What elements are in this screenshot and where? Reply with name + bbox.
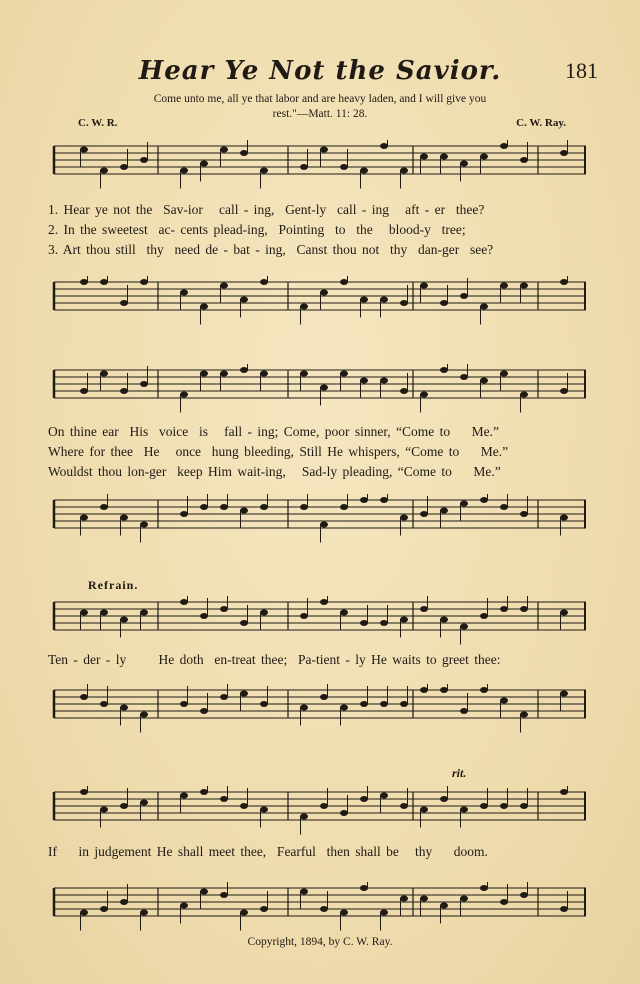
note-head: [500, 698, 508, 704]
note-head: [120, 300, 128, 306]
note-head: [520, 606, 528, 612]
note-head: [220, 371, 228, 377]
note-head: [240, 150, 248, 156]
note-head: [200, 789, 208, 795]
note-head: [140, 712, 148, 718]
note-head: [400, 515, 408, 521]
note-head: [520, 392, 528, 398]
note-head: [480, 885, 488, 891]
note-head: [560, 789, 568, 795]
note-head: [440, 300, 448, 306]
note-head: [380, 910, 388, 916]
refrain-line-2: If in judgement He shall meet thee, Fearful then shall be thy doom.: [48, 844, 488, 859]
bass-staff-lines: [48, 882, 588, 932]
note-head: [300, 504, 308, 510]
note-head: [480, 497, 488, 503]
treble-staff-lines: [48, 596, 588, 646]
note-head: [180, 701, 188, 707]
note-head: [520, 283, 528, 289]
note-head: [300, 814, 308, 820]
note-head: [260, 371, 268, 377]
note-head: [140, 800, 148, 806]
refrain-line-1: Ten - der - ly He doth en-treat thee; Pa-tient - ly He waits to greet thee:: [48, 652, 501, 667]
note-head: [200, 304, 208, 310]
treble-staff: [48, 786, 588, 826]
composer-credit: C. W. Ray.: [516, 117, 566, 129]
note-head: [260, 610, 268, 616]
note-head: [500, 283, 508, 289]
note-head: [180, 168, 188, 174]
note-head: [260, 504, 268, 510]
note-head: [420, 154, 428, 160]
note-head: [340, 504, 348, 510]
note-head: [120, 388, 128, 394]
note-head: [100, 504, 108, 510]
note-head: [120, 899, 128, 905]
note-head: [140, 157, 148, 163]
note-head: [380, 297, 388, 303]
note-head: [560, 279, 568, 285]
note-head: [300, 705, 308, 711]
note-head: [440, 617, 448, 623]
note-head: [420, 392, 428, 398]
bass-staff-lines: [48, 684, 588, 734]
treble-staff: [48, 596, 588, 636]
note-head: [220, 606, 228, 612]
note-head: [460, 293, 468, 299]
note-head: [440, 154, 448, 160]
note-head: [360, 701, 368, 707]
note-head: [460, 161, 468, 167]
note-head: [140, 522, 148, 528]
note-head: [340, 371, 348, 377]
note-head: [300, 304, 308, 310]
note-head: [320, 906, 328, 912]
note-head: [400, 300, 408, 306]
note-head: [200, 371, 208, 377]
note-head: [220, 796, 228, 802]
note-head: [200, 161, 208, 167]
note-head: [100, 610, 108, 616]
note-head: [100, 168, 108, 174]
note-head: [320, 290, 328, 296]
note-head: [560, 388, 568, 394]
note-head: [120, 617, 128, 623]
note-head: [300, 371, 308, 377]
refrain-label: Refrain.: [88, 578, 139, 592]
note-head: [400, 701, 408, 707]
note-head: [340, 279, 348, 285]
scripture-quote: Come unto me, all ye that labor and are heavy laden, and I will give you rest."—Matt. 11: 28.: [153, 93, 487, 120]
note-head: [460, 896, 468, 902]
note-head: [500, 899, 508, 905]
note-head: [460, 708, 468, 714]
note-head: [440, 508, 448, 514]
note-head: [460, 807, 468, 813]
note-head: [260, 701, 268, 707]
note-head: [420, 807, 428, 813]
note-head: [560, 515, 568, 521]
note-head: [400, 168, 408, 174]
note-head: [180, 392, 188, 398]
note-head: [380, 497, 388, 503]
verse-3-line: Wouldst thou lon-ger keep Him wait-ing, Sad-ly pleading, “Come to Me.”: [48, 464, 501, 479]
note-head: [520, 157, 528, 163]
bass-staff: [48, 276, 588, 316]
verse-2-line: 2. In the sweetest ac- cents plead-ing, Pointing to the blood-y tree;: [48, 222, 466, 237]
bass-staff: [48, 684, 588, 724]
note-head: [300, 164, 308, 170]
bass-staff-lines: [48, 276, 588, 326]
page-number: 181: [565, 58, 598, 83]
note-head: [140, 381, 148, 387]
note-head: [260, 168, 268, 174]
note-head: [220, 892, 228, 898]
bass-staff: [48, 494, 588, 534]
note-head: [240, 620, 248, 626]
note-head: [380, 620, 388, 626]
treble-staff: [48, 140, 588, 180]
note-head: [180, 793, 188, 799]
note-head: [320, 599, 328, 605]
note-head: [320, 522, 328, 528]
note-head: [180, 290, 188, 296]
note-head: [380, 701, 388, 707]
note-head: [400, 803, 408, 809]
note-head: [560, 691, 568, 697]
note-head: [460, 374, 468, 380]
treble-staff-lines: [48, 364, 588, 414]
note-head: [80, 147, 88, 153]
note-head: [560, 610, 568, 616]
note-head: [440, 796, 448, 802]
note-head: [240, 691, 248, 697]
note-head: [240, 910, 248, 916]
treble-staff-lines: [48, 786, 588, 836]
note-head: [200, 613, 208, 619]
note-head: [120, 803, 128, 809]
note-head: [80, 515, 88, 521]
note-head: [120, 164, 128, 170]
note-head: [560, 150, 568, 156]
note-head: [440, 687, 448, 693]
note-head: [260, 279, 268, 285]
note-head: [140, 910, 148, 916]
note-head: [120, 705, 128, 711]
note-head: [100, 701, 108, 707]
note-head: [380, 143, 388, 149]
note-head: [360, 168, 368, 174]
note-head: [480, 613, 488, 619]
note-head: [220, 504, 228, 510]
bass-staff: [48, 882, 588, 922]
note-head: [220, 694, 228, 700]
note-head: [420, 606, 428, 612]
note-head: [120, 515, 128, 521]
note-head: [520, 712, 528, 718]
note-head: [240, 367, 248, 373]
note-head: [500, 504, 508, 510]
note-head: [180, 511, 188, 517]
note-head: [100, 371, 108, 377]
note-head: [260, 906, 268, 912]
note-head: [480, 803, 488, 809]
note-head: [420, 511, 428, 517]
note-head: [260, 807, 268, 813]
note-head: [100, 906, 108, 912]
note-head: [320, 803, 328, 809]
note-head: [200, 504, 208, 510]
note-head: [340, 810, 348, 816]
note-head: [480, 687, 488, 693]
note-head: [240, 803, 248, 809]
note-head: [220, 283, 228, 289]
note-head: [360, 297, 368, 303]
note-head: [480, 304, 488, 310]
note-head: [500, 143, 508, 149]
note-head: [520, 511, 528, 517]
note-head: [340, 164, 348, 170]
note-head: [180, 903, 188, 909]
hymn-title: Hear Ye Not the Savior.: [138, 56, 502, 86]
treble-staff: [48, 364, 588, 404]
note-head: [240, 508, 248, 514]
note-head: [140, 610, 148, 616]
note-head: [380, 378, 388, 384]
note-head: [80, 388, 88, 394]
note-head: [80, 279, 88, 285]
verse-2-line: Where for thee He once hung bleeding, Still He whispers, “Come to Me.”: [48, 444, 509, 459]
bass-staff-lines: [48, 494, 588, 544]
note-head: [100, 279, 108, 285]
verse-1-line: On thine ear His voice is fall - ing; Come, poor sinner, “Come to Me.”: [48, 424, 499, 439]
note-head: [360, 497, 368, 503]
note-head: [480, 378, 488, 384]
note-head: [340, 705, 348, 711]
note-head: [80, 910, 88, 916]
note-head: [400, 388, 408, 394]
note-head: [200, 889, 208, 895]
verse-1-line: 1. Hear ye not the Sav-ior call - ing, Gent-ly call - ing aft - er thee?: [48, 202, 485, 217]
note-head: [320, 694, 328, 700]
note-head: [440, 903, 448, 909]
note-head: [460, 501, 468, 507]
note-head: [520, 892, 528, 898]
note-head: [520, 803, 528, 809]
note-head: [380, 793, 388, 799]
note-head: [320, 147, 328, 153]
note-head: [400, 617, 408, 623]
note-head: [480, 154, 488, 160]
verse-3-line: 3. Art thou still thy need de - bat - ing, Canst thou not thy dan-ger see?: [48, 242, 494, 257]
note-head: [500, 803, 508, 809]
ritardando-mark: rit.: [452, 766, 467, 780]
note-head: [180, 599, 188, 605]
note-head: [400, 896, 408, 902]
note-head: [360, 378, 368, 384]
note-head: [360, 885, 368, 891]
copyright-notice: Copyright, 1894, by C. W. Ray.: [247, 936, 393, 948]
note-head: [100, 807, 108, 813]
note-head: [220, 147, 228, 153]
note-head: [320, 385, 328, 391]
note-head: [340, 610, 348, 616]
note-head: [360, 620, 368, 626]
note-head: [560, 906, 568, 912]
note-head: [140, 279, 148, 285]
note-head: [300, 613, 308, 619]
note-head: [200, 708, 208, 714]
note-head: [500, 371, 508, 377]
note-head: [80, 789, 88, 795]
note-head: [240, 297, 248, 303]
note-head: [80, 694, 88, 700]
note-head: [300, 889, 308, 895]
note-head: [420, 896, 428, 902]
note-head: [360, 796, 368, 802]
note-head: [80, 610, 88, 616]
note-head: [440, 367, 448, 373]
note-head: [420, 283, 428, 289]
lyricist-credit: C. W. R.: [78, 117, 118, 129]
note-head: [340, 910, 348, 916]
note-head: [420, 687, 428, 693]
note-head: [460, 624, 468, 630]
treble-staff-lines: [48, 140, 588, 190]
note-head: [500, 606, 508, 612]
